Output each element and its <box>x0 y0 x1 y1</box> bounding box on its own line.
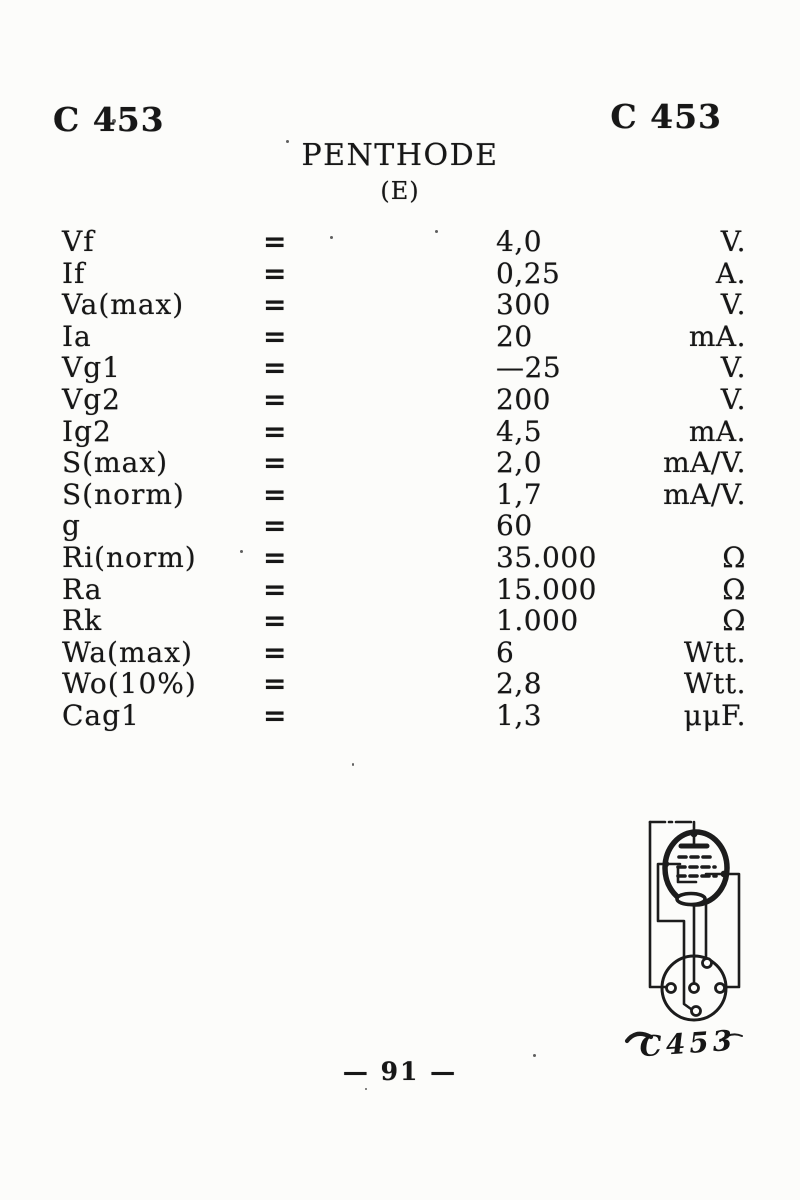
spec-row <box>62 510 746 542</box>
spec-value: 20 <box>496 319 533 353</box>
base-pin <box>703 959 712 968</box>
equals-sign: = <box>263 351 287 385</box>
spec-value: 6 <box>496 635 515 669</box>
spec-param-label: Vg2 <box>62 382 121 416</box>
spec-param-label: Cag1 <box>62 698 140 732</box>
spec-unit: mA/V. <box>663 477 746 511</box>
spec-value: 300 <box>496 288 551 322</box>
equals-sign: = <box>263 509 287 543</box>
equals-sign: = <box>263 477 287 511</box>
base-pin <box>690 984 699 993</box>
spec-value: 1,3 <box>496 698 543 732</box>
spec-table <box>62 226 746 732</box>
spec-unit: V. <box>720 225 746 258</box>
spec-value: 4,0 <box>496 225 543 258</box>
wire-junction-dot <box>663 861 669 867</box>
spec-param-label: Va(max) <box>62 288 185 322</box>
spec-param-label: Ig2 <box>62 414 112 448</box>
spec-param-label: Ra <box>62 572 103 606</box>
spec-row <box>62 416 746 448</box>
spec-unit: Ω <box>722 604 746 638</box>
equals-sign: = <box>263 414 287 448</box>
spec-value: 60 <box>496 509 533 543</box>
spec-unit: Ω <box>722 572 746 606</box>
base-pin <box>667 984 676 993</box>
spec-row <box>62 605 746 637</box>
page-number: — 91 — <box>342 1057 458 1086</box>
spec-unit: μμF. <box>683 698 746 732</box>
spec-row <box>62 574 746 606</box>
wire-junction-dot <box>721 871 728 878</box>
spec-row <box>62 668 746 700</box>
spec-unit: mA/V. <box>663 446 746 480</box>
equals-sign: = <box>263 382 287 416</box>
spec-param-label: Wa(max) <box>62 635 193 669</box>
spec-row <box>62 700 746 732</box>
spec-param-label: Rk <box>62 604 103 638</box>
spec-unit: mA. <box>688 414 746 448</box>
spec-row <box>62 542 746 574</box>
equals-sign: = <box>263 604 287 638</box>
spec-row <box>62 384 746 416</box>
spec-unit: Wtt. <box>683 635 746 669</box>
tube-model-right: C 453 <box>610 97 722 136</box>
spec-param-label: S(max) <box>62 446 169 480</box>
spec-value: 1,7 <box>496 477 543 511</box>
spec-value: 0,25 <box>496 256 561 290</box>
equals-sign: = <box>263 540 287 574</box>
spec-unit: V. <box>720 351 746 385</box>
spec-param-label: g <box>62 509 81 543</box>
tube-model-left: C 453 <box>53 100 165 139</box>
equals-sign: = <box>263 319 287 353</box>
spec-value: —25 <box>496 351 562 385</box>
page-subtitle: (E) <box>380 177 420 205</box>
cathode <box>677 894 705 905</box>
spec-param-label: S(norm) <box>62 477 185 511</box>
spec-unit: Ω <box>722 540 746 574</box>
spec-unit: V. <box>720 288 746 322</box>
spec-param-label: Ia <box>62 319 92 353</box>
spec-param-label: Vg1 <box>62 351 121 385</box>
spec-unit: V. <box>720 382 746 416</box>
spec-param-label: If <box>62 256 86 290</box>
scan-speck <box>365 1088 367 1090</box>
equals-sign: = <box>263 572 287 606</box>
spec-value: 4,5 <box>496 414 543 448</box>
equals-sign: = <box>263 225 287 258</box>
spec-row <box>62 258 746 290</box>
schematic-label: C453 <box>638 1023 738 1064</box>
tube-schematic <box>616 800 796 1072</box>
equals-sign: = <box>263 446 287 480</box>
spec-row <box>62 447 746 479</box>
base-pin <box>716 984 725 993</box>
spec-unit: mA. <box>688 319 746 353</box>
equals-sign: = <box>263 667 287 701</box>
spec-value: 15.000 <box>496 572 597 606</box>
spec-row <box>62 321 746 353</box>
spec-row <box>62 479 746 511</box>
scan-speck <box>352 763 354 766</box>
spec-param-label: Ri(norm) <box>62 540 197 574</box>
spec-unit: Wtt. <box>683 667 746 701</box>
spec-row <box>62 352 746 384</box>
spec-value: 35.000 <box>496 540 597 574</box>
spec-row <box>62 637 746 669</box>
spec-row <box>62 289 746 321</box>
equals-sign: = <box>263 288 287 322</box>
equals-sign: = <box>263 635 287 669</box>
page-title: PENTHODE <box>301 138 499 173</box>
spec-row <box>62 226 746 258</box>
spec-value: 2,8 <box>496 667 543 701</box>
equals-sign: = <box>263 256 287 290</box>
spec-param-label: Vf <box>62 225 95 258</box>
base-pin <box>692 1007 701 1016</box>
spec-unit: A. <box>715 256 746 290</box>
equals-sign: = <box>263 698 287 732</box>
spec-param-label: Wo(10%) <box>62 667 197 701</box>
spec-value: 2,0 <box>496 446 543 480</box>
spec-value: 200 <box>496 382 551 416</box>
spec-value: 1.000 <box>496 604 579 638</box>
